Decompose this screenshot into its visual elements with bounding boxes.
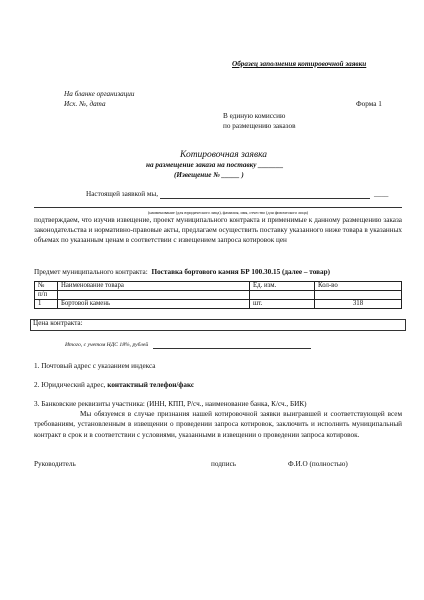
- name-hint: (наименование (для юридического лица), фамилия, имя, отчество (для физического лица): [148, 210, 308, 215]
- body-paragraph: подтверждаем, что изучив извещение, проект муниципального контракта и применимые к данному размещению заказа законодательства и нормативно-правовые акты, предлагаем осуществить поставку указанного ниже товара в указанных объемах по указанным ценам в соответствии с извещением запроса котировок цен: [34, 216, 402, 244]
- row-num: 1: [35, 300, 58, 309]
- item-legal-address-text: 2. Юридический адрес,: [34, 381, 108, 389]
- contract-subject: [34, 268, 330, 278]
- intro-second-line: [34, 207, 402, 208]
- document-subtitle: на размещение заказа на поставку _______: [146, 161, 284, 169]
- item-bank-details: 3. Банковские реквизиты участника: (ИНН, КПП, Р/сч., наименование банка, К/сч., БИК): [34, 400, 307, 408]
- col-name-header: Наименование товара: [58, 282, 250, 291]
- col-num-label: №: [38, 282, 45, 289]
- contract-subject-label: Предмет муниципального контракта:: [34, 268, 148, 276]
- signature-sign: подпись: [211, 460, 237, 468]
- item-legal-address: [34, 381, 194, 391]
- table-header-row: [35, 282, 402, 291]
- col-num-subheader: п/п: [35, 291, 58, 300]
- intro-fill-line: [160, 198, 370, 199]
- table-subheader-row: [35, 291, 402, 300]
- total-vat-label: Итого, с учетом НДС 18%, рублей: [65, 342, 149, 348]
- goods-table: [34, 281, 402, 309]
- letterhead-line2: Исх. №, дата: [64, 100, 106, 108]
- addressee-line2: по размещению заказов: [223, 122, 296, 130]
- item-postal-address: 1. Почтовый адрес с указанием индекса: [34, 362, 156, 370]
- empty-cell: [315, 291, 402, 300]
- contract-subject-value: Поставка бортового камня БР 100.30.15 (далее – товар): [151, 268, 330, 276]
- signature-name: Ф.И.О (полностью): [288, 460, 348, 468]
- row-name: Бортовой камень: [58, 300, 250, 309]
- table-row: [35, 300, 402, 309]
- intro-tail: ____: [374, 190, 389, 198]
- contract-price-label: Цена контракта:: [33, 319, 83, 327]
- obligation-paragraph: Мы обязуемся в случае признания нашей котировочной заявки выигравшей и соответствующей всем требованиям, установленным в извещении о проведении запроса котировок, заключить и исполнить муниципальный контракт в срок и в соответствии с условиями, указанными в извещении о проведении запроса котировок.: [34, 410, 402, 439]
- addressee-line1: В единую комиссию: [223, 112, 286, 120]
- intro-text: Настоящей заявкой мы,: [86, 190, 159, 198]
- sample-title: Образец заполнения котировочной заявки: [232, 60, 367, 68]
- signature-role: Руководитель: [34, 460, 76, 468]
- empty-cell: [250, 291, 315, 300]
- row-unit: шт.: [250, 300, 315, 309]
- col-num-header: [35, 282, 58, 291]
- col-unit-header: Ед. изм.: [250, 282, 315, 291]
- letterhead-line1: На бланке организации: [64, 90, 135, 98]
- row-qty: 318: [315, 300, 402, 309]
- contract-price-box: [30, 319, 406, 331]
- empty-cell: [58, 291, 250, 300]
- notice-number: (Извещение № _____ ): [174, 171, 244, 179]
- total-vat-line: [153, 348, 311, 349]
- item-contact-phone: контактный телефон/факс: [107, 381, 195, 389]
- col-qty-header: Кол-во: [315, 282, 402, 291]
- form-label: Форма 1: [356, 100, 382, 108]
- document-title: Котировочная заявка: [180, 150, 268, 160]
